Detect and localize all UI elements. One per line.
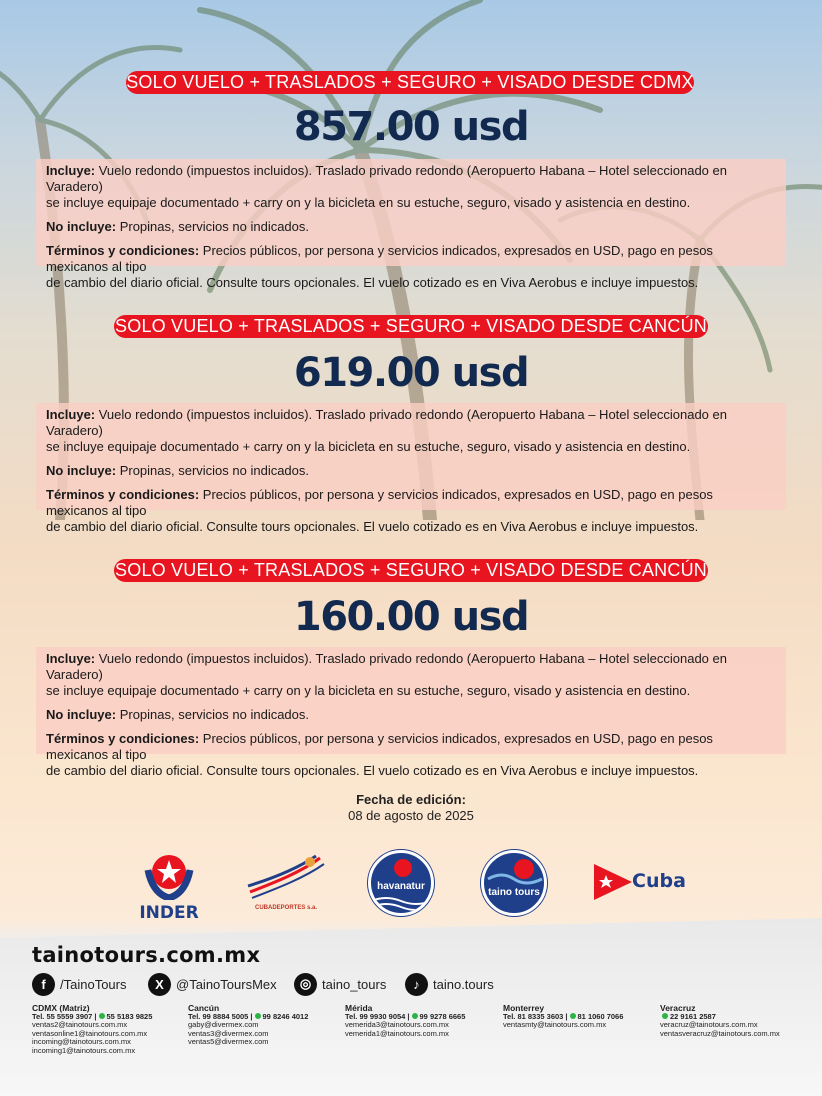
inder-text: INDER bbox=[139, 903, 199, 923]
tiktok-icon: ♪ bbox=[405, 973, 428, 996]
office-cancun: Cancún Tel. 99 8884 5005 | 99 8246 4012 gaby@divermex.com ventas3@divermex.com ventas5@divermex.com bbox=[188, 1003, 309, 1047]
cuba-text: Cuba bbox=[632, 870, 686, 892]
partner-logos bbox=[0, 848, 822, 923]
offer-3-price: 160.00 usd bbox=[293, 594, 529, 640]
x-icon: X bbox=[148, 973, 171, 996]
offer-2-excludes: No incluye: Propinas, servicios no indicados. bbox=[46, 463, 310, 478]
email-link[interactable]: incoming1@tainotours.com.mx bbox=[32, 1045, 136, 1055]
office-merida: Mérida Tel. 99 9930 9054 | 99 9278 6665 vemerida3@tainotours.com.mx vemerida1@tainotours.com.mx bbox=[345, 1003, 466, 1038]
email-link[interactable]: gaby@divermex.com bbox=[188, 1020, 259, 1030]
x-handle: @TainoToursMex bbox=[176, 976, 277, 992]
email-link[interactable]: veracruz@tainotours.com.mx bbox=[660, 1020, 758, 1030]
email-link[interactable]: ventasmty@tainotours.com.mx bbox=[503, 1020, 607, 1030]
cuba-logo bbox=[594, 862, 684, 904]
havanatur-waves-icon bbox=[371, 895, 431, 913]
office-cdmx: CDMX (Matriz) Tel. 55 5559 3907 | 55 5183 9825 ventas2@tainotours.com.mx ventasonline1@tainotours.com.mx incoming@tainotours.com.mx incoming1@tainotours.com.mx bbox=[32, 1003, 153, 1055]
offer-3-details bbox=[36, 647, 786, 778]
facebook-icon: f bbox=[32, 973, 55, 996]
cuba-flag-icon bbox=[594, 862, 632, 902]
whatsapp-icon bbox=[662, 1013, 668, 1019]
office-veracruz: Veracruz 22 9161 2587 veracruz@tainotours.com.mx ventasveracruz@tainotours.com.mx bbox=[660, 1003, 780, 1038]
social-facebook[interactable] bbox=[32, 972, 126, 996]
offer-3-excludes: No incluye: Propinas, servicios no indicados. bbox=[46, 707, 310, 722]
offer-2-label: SOLO VUELO + TRASLADOS + SEGURO + VISADO DESDE CANCÚN bbox=[115, 316, 707, 336]
whatsapp-icon bbox=[412, 1013, 418, 1019]
inder-emblem-icon bbox=[138, 850, 200, 900]
office-monterrey: Monterrey Tel. 81 8335 3603 | 81 1060 7066 ventasmty@tainotours.com.mx bbox=[503, 1003, 624, 1030]
social-instagram[interactable] bbox=[294, 972, 386, 996]
offer-3-terms: Términos y condiciones: Precios públicos, por persona y servicios indicados, expresados en USD, pago en pesos mexicanos al tipo de cambio del diario oficial. Consulte tours opcionales. El vuelo cotizado es en Viva Aerobus e incluye impuestos. bbox=[46, 731, 713, 778]
offer-1-excludes: No incluye: Propinas, servicios no indicados. bbox=[46, 219, 310, 234]
email-link[interactable]: incoming@tainotours.com.mx bbox=[32, 1037, 131, 1047]
email-link[interactable]: vemerida3@tainotours.com.mx bbox=[345, 1020, 449, 1030]
edition-date bbox=[0, 792, 822, 824]
offer-1-label: SOLO VUELO + TRASLADOS + SEGURO + VISADO DESDE CDMX bbox=[126, 72, 694, 92]
cubadeportes-logo bbox=[246, 852, 326, 916]
offer-1-includes: Incluye: Vuelo redondo (impuestos incluidos). Traslado privado redondo (Aeropuerto Habana – Hotel seleccionado en Varadero) se incluye equipaje documentado + carry on y la bicicleta en su estuche, seguro, visado y asistencia en destino. bbox=[46, 163, 727, 210]
offer-1-terms: Términos y condiciones: Precios públicos, por persona y servicios indicados, expresados en USD, pago en pesos mexicanos al tipo de cambio del diario oficial. Consulte tours opcionales. El vuelo cotizado es en Viva Aerobus e incluye impuestos. bbox=[46, 243, 713, 290]
email-link[interactable]: ventas3@divermex.com bbox=[188, 1028, 269, 1038]
email-link[interactable]: ventasveracruz@tainotours.com.mx bbox=[660, 1028, 780, 1038]
whatsapp-icon bbox=[99, 1013, 105, 1019]
offer-3-label: SOLO VUELO + TRASLADOS + SEGURO + VISADO DESDE CANCÚN bbox=[115, 560, 707, 580]
tainotours-waves-icon bbox=[484, 871, 544, 885]
email-link[interactable]: ventas5@divermex.com bbox=[188, 1037, 269, 1047]
facebook-handle: /TainoTours bbox=[60, 976, 127, 992]
edition-value: 08 de agosto de 2025 bbox=[348, 808, 474, 823]
offer-3-includes: Incluye: Vuelo redondo (impuestos incluidos). Traslado privado redondo (Aeropuerto Habana – Hotel seleccionado en Varadero) se incluye equipaje documentado + carry on y la bicicleta en su estuche, seguro, visado y asistencia en destino. bbox=[46, 651, 727, 698]
cubadeportes-text: CUBADEPORTES s.a. bbox=[254, 905, 317, 911]
whatsapp-icon bbox=[255, 1013, 261, 1019]
instagram-handle: taino_tours bbox=[322, 976, 387, 992]
website-link[interactable]: tainotours.com.mx bbox=[32, 943, 261, 967]
social-x[interactable] bbox=[148, 972, 277, 996]
offer-1-price: 857.00 usd bbox=[293, 104, 529, 150]
tiktok-handle: taino.tours bbox=[433, 976, 494, 992]
offer-1-details bbox=[36, 159, 786, 290]
social-tiktok[interactable] bbox=[405, 972, 494, 996]
instagram-icon: ◎ bbox=[294, 973, 317, 996]
inder-logo bbox=[138, 850, 200, 923]
offer-2-price: 619.00 usd bbox=[293, 350, 529, 396]
havanatur-text: havanatur bbox=[377, 881, 425, 892]
tainotours-logo bbox=[481, 850, 547, 916]
offer-2-details bbox=[36, 403, 786, 534]
offer-2-includes: Incluye: Vuelo redondo (impuestos incluidos). Traslado privado redondo (Aeropuerto Habana – Hotel seleccionado en Varadero) se incluye equipaje documentado + carry on y la bicicleta en su estuche, seguro, visado y asistencia en destino. bbox=[46, 407, 727, 454]
email-link[interactable]: ventasonline1@tainotours.com.mx bbox=[32, 1028, 148, 1038]
edition-label: Fecha de edición: bbox=[356, 792, 466, 807]
havanatur-sun-icon bbox=[394, 859, 412, 877]
whatsapp-icon bbox=[570, 1013, 576, 1019]
email-link[interactable]: ventas2@tainotours.com.mx bbox=[32, 1020, 128, 1030]
havanatur-logo bbox=[368, 850, 434, 916]
email-link[interactable]: vemerida1@tainotours.com.mx bbox=[345, 1028, 449, 1038]
offer-2-terms: Términos y condiciones: Precios públicos, por persona y servicios indicados, expresados en USD, pago en pesos mexicanos al tipo de cambio del diario oficial. Consulte tours opcionales. El vuelo cotizado es en Viva Aerobus e incluye impuestos. bbox=[46, 487, 713, 534]
cubadeportes-swoosh-icon bbox=[246, 852, 326, 900]
tainotours-text: taino tours bbox=[488, 887, 540, 898]
